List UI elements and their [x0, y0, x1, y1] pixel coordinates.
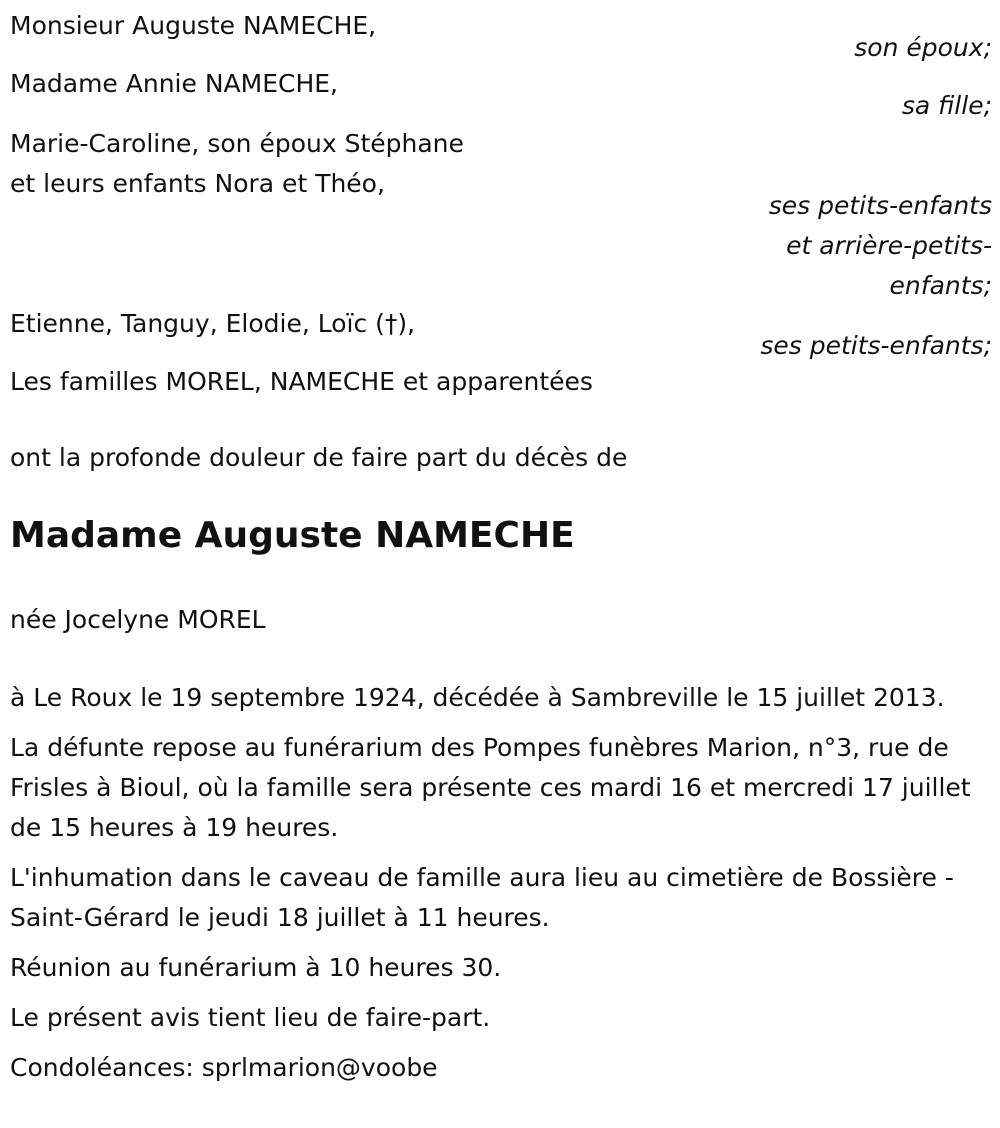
meeting-details: Réunion au funérarium à 10 heures 30. — [10, 953, 502, 982]
notice-statement: Le présent avis tient lieu de faire-part. — [10, 1003, 491, 1032]
family-names: Madame Annie NAMECHE, — [10, 69, 338, 98]
family-names: et leurs enfants Nora et Théo, — [10, 169, 385, 198]
deceased-name: Madame Auguste NAMECHE — [10, 515, 575, 556]
maiden-name: née Jocelyne MOREL — [10, 605, 266, 634]
birth-death-details: à Le Roux le 19 septembre 1924, décédée à Sambreville le 15 juillet 2013. — [10, 683, 945, 712]
family-entry-grandchildren — [10, 304, 992, 366]
family-role-line: ses petits-enfants — [768, 191, 992, 220]
family-role: sa fille; — [901, 91, 992, 120]
family-names: Monsieur Auguste NAMECHE, — [10, 11, 377, 40]
obituary-notice — [10, 6, 992, 1088]
family-names: Marie-Caroline, son époux Stéphane — [10, 129, 464, 158]
funeral-home-details: La défunte repose au funérarium des Pompes funèbres Marion, n°3, rue de Frisles à Bioul, où la famille sera présente ces mardi 16 et mercredi 17 juillet de 15 heures à 19 heures. — [10, 733, 971, 842]
family-role: ses petits-enfants; — [760, 331, 992, 360]
family-entry-husband — [10, 6, 992, 68]
burial-details: L'inhumation dans le caveau de famille aura lieu au cimetière de Bossière - Saint-Gérard le jeudi 18 juillet à 11 heures. — [10, 863, 954, 932]
family-role: son époux; — [854, 33, 992, 62]
family-entry-daughter — [10, 64, 992, 126]
family-entry-relatives — [10, 362, 992, 402]
announcement-intro: ont la profonde douleur de faire part du décès de — [10, 443, 628, 472]
condolences-contact: Condoléances: sprlmarion@voobe — [10, 1053, 438, 1082]
family-entry-grandchild-family — [10, 124, 992, 306]
family-role — [732, 186, 992, 306]
family-role-line: enfants; — [889, 271, 992, 300]
family-names: Etienne, Tanguy, Elodie, Loïc (†), — [10, 309, 416, 338]
family-names: Les familles MOREL, NAMECHE et apparentées — [10, 367, 593, 396]
family-role-line: et arrière-petits- — [786, 231, 992, 260]
